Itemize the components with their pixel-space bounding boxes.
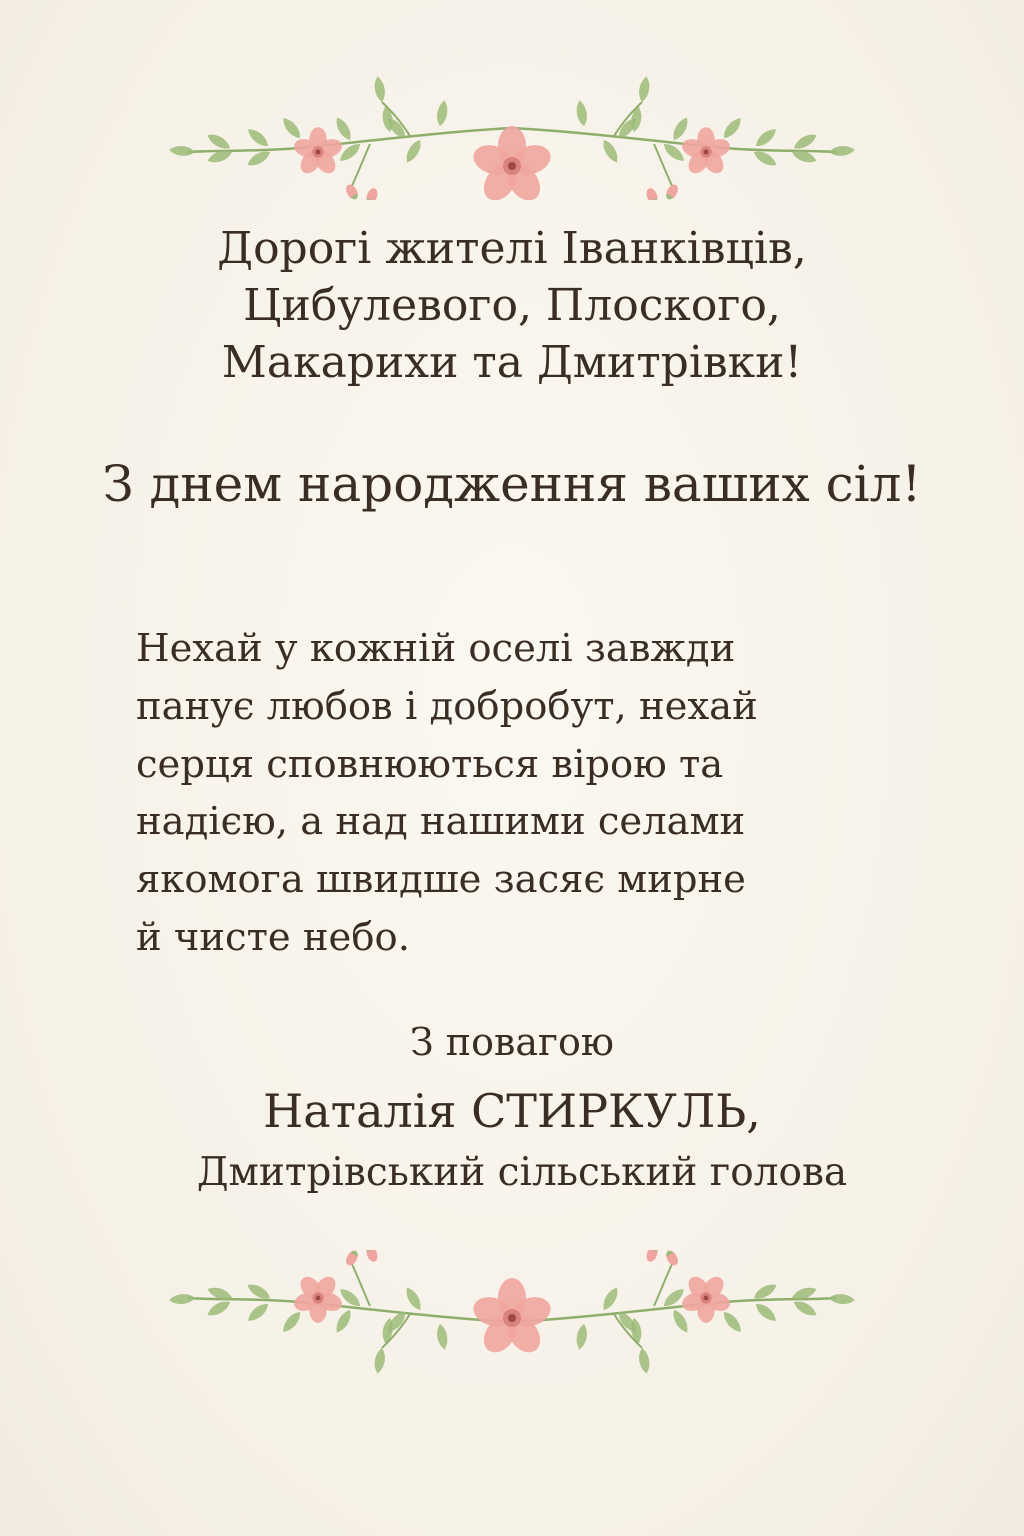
floral-garland-icon: [0, 1250, 1024, 1410]
greeting-line: Дорогі жителі Іванківців,: [217, 223, 807, 274]
signature-title: Дмитрівський сільський голова: [196, 1150, 848, 1195]
signature-name: Наталія СТИРКУЛЬ,: [263, 1084, 761, 1138]
wish-line: серця сповнюються вірою та: [136, 741, 724, 787]
greeting-heading: [60, 220, 964, 392]
wish-line: надією, а над нашими селами: [136, 799, 746, 845]
headline: З днем народження ваших сіл!: [102, 455, 922, 513]
wish-line: панує любов і добробут, нехай: [136, 683, 758, 729]
wish-paragraph: [136, 620, 916, 967]
wish-line: якомога швидше засяє мирне: [136, 857, 746, 902]
wish-line: Нехай у кожній оселі завжди: [136, 626, 736, 671]
wish-line: й чисте небо.: [136, 914, 410, 960]
greeting-line: Макарихи та Дмитрівки!: [221, 337, 803, 389]
greeting-line: Цибулевого, Плоского,: [243, 280, 781, 332]
signature-closing: З повагою: [410, 1020, 614, 1064]
floral-garland-icon: [0, 40, 1024, 200]
